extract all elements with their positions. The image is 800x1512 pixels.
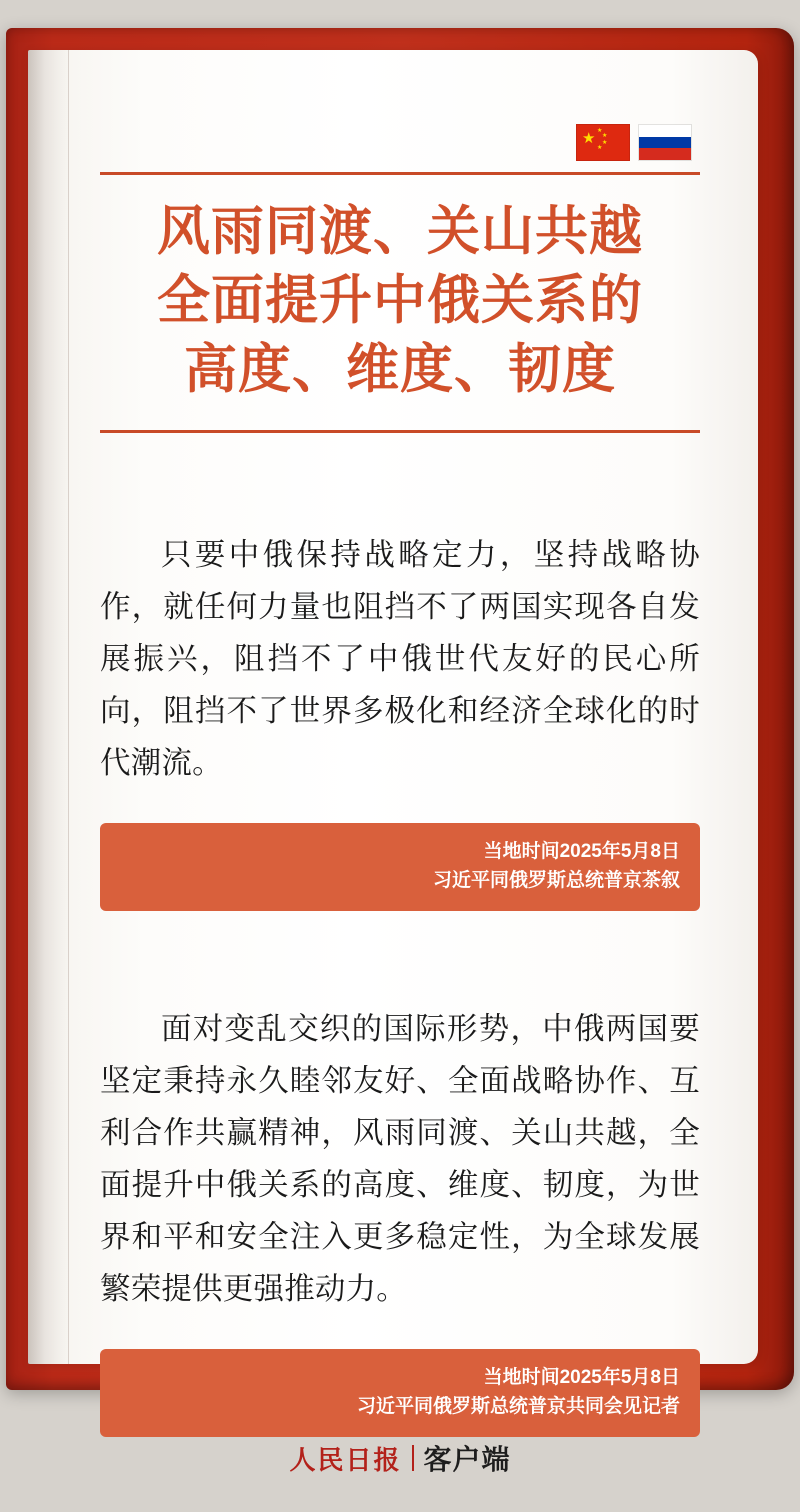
quote-text: 只要中俄保持战略定力，坚持战略协作，就任何力量也阻挡不了两国实现各自发展振兴，阻挡不了中俄世代友好的民心所向，阻挡不了世界多极化和经济全球化的时代潮流。 — [100, 538, 700, 780]
footer-branding — [0, 1438, 800, 1478]
china-flag-small-star: ★ — [597, 128, 603, 134]
china-flag-small-star: ★ — [602, 133, 608, 139]
china-flag-big-star: ★ — [582, 130, 596, 147]
china-flag-small-star: ★ — [602, 140, 608, 146]
attribution-date: 当地时间2025年5月8日 — [483, 841, 680, 862]
russia-flag-icon — [638, 124, 692, 161]
page-title-line-2: 全面提升中俄关系的 — [157, 271, 643, 330]
page-title — [90, 197, 710, 404]
page-gutter-line — [68, 50, 69, 1364]
footer-product-name: 客户端 — [423, 1444, 511, 1475]
china-flag-icon — [576, 124, 630, 161]
russia-flag-band-blue — [639, 137, 691, 149]
attribution-event: 习近平同俄罗斯总统普京共同会见记者 — [356, 1396, 680, 1417]
attribution-event: 习近平同俄罗斯总统普京茶叙 — [432, 870, 680, 891]
quote-attribution — [100, 1349, 700, 1437]
footer-divider — [412, 1445, 414, 1471]
book-cover — [6, 28, 794, 1417]
title-rule-top — [100, 172, 700, 175]
russia-flag-band-white — [639, 125, 691, 137]
russia-flag-band-red — [639, 148, 691, 160]
page-gutter — [28, 50, 70, 1364]
notebook-page — [28, 50, 758, 1417]
quote-text: 面对变乱交织的国际形势，中俄两国要坚定秉持永久睦邻友好、全面战略协作、互利合作共赢精神，风雨同渡、关山共越，全面提升中俄关系的高度、维度、韧度，为世界和平和安全注入更多稳定性，为全球发展繁荣提供更强推动力。 — [100, 1012, 700, 1306]
attribution-date: 当地时间2025年5月8日 — [483, 1367, 680, 1388]
rmrb-logo — [289, 1440, 401, 1477]
rmrb-logo-text: 人民日报 — [289, 1445, 402, 1475]
title-rule-bottom — [100, 430, 700, 433]
flag-group — [576, 124, 692, 161]
quote-attribution — [100, 823, 700, 911]
page-title-line-1: 风雨同渡、关山共越 — [157, 202, 643, 261]
china-flag-small-star: ★ — [597, 145, 603, 151]
page-title-line-3: 高度、维度、韧度 — [184, 340, 616, 399]
page-content — [90, 50, 710, 1417]
